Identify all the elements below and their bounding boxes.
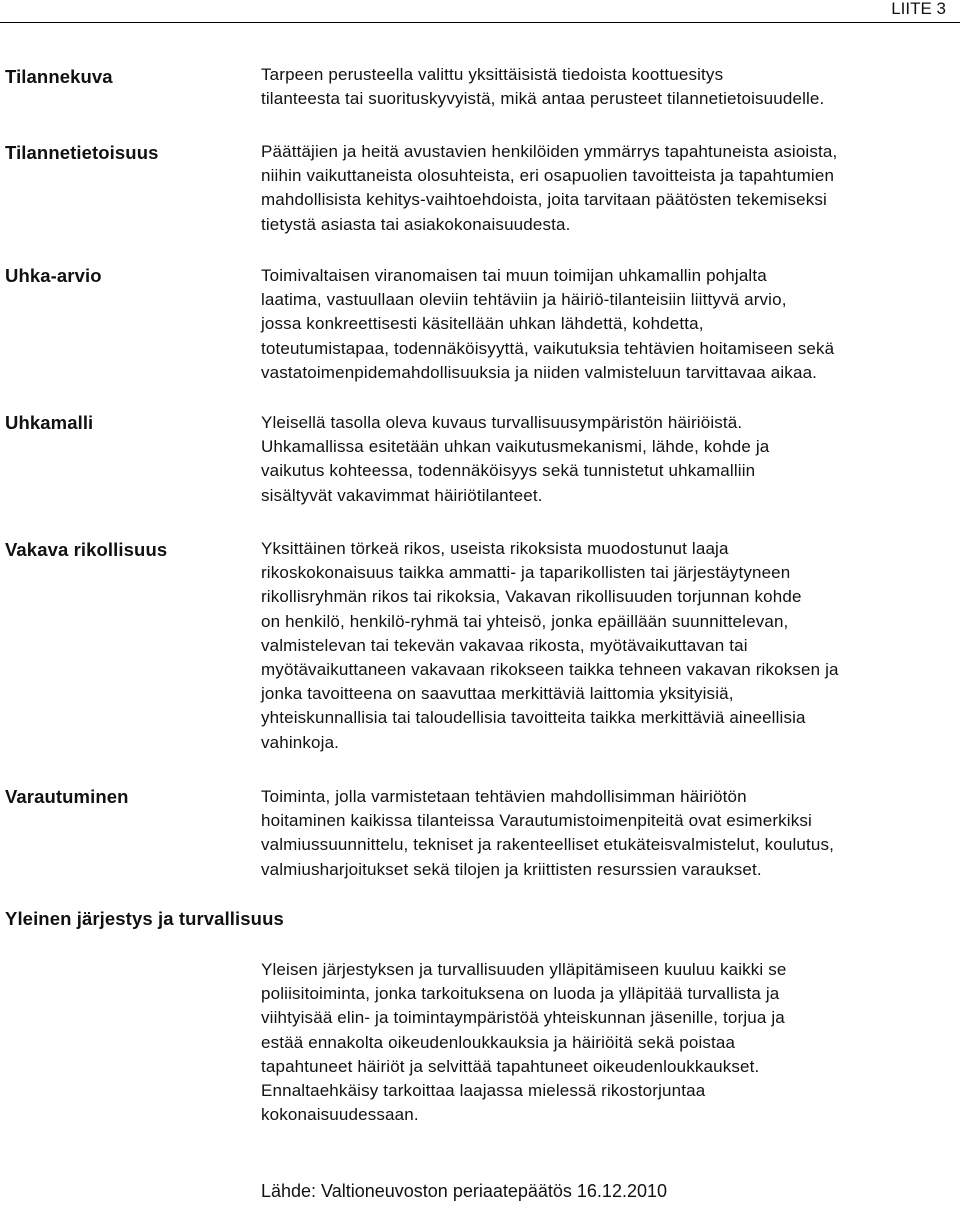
term-uhka-arvio: Uhka-arvio xyxy=(5,265,102,286)
definition-line: Yksittäinen törkeä rikos, useista rikoksista muodostunut laaja xyxy=(261,539,729,558)
definition-line: Tarpeen perusteella valittu yksittäisistä tiedoista koottuesitys xyxy=(261,65,724,84)
term-yleinen-jarjestys-ja-turvallisuus: Yleinen järjestys ja turvallisuus xyxy=(5,908,284,929)
definition-uhka-arvio xyxy=(261,264,956,385)
definition-tilannekuva xyxy=(261,63,956,111)
definition-uhkamalli xyxy=(261,411,956,508)
definition-line: Yleisen järjestyksen ja turvallisuuden ylläpitämiseen kuuluu kaikki se xyxy=(261,960,787,979)
appendix-label: LIITE 3 xyxy=(891,0,946,18)
definition-line: hoitaminen kaikissa tilanteissa Varautumistoimenpiteitä ovat esimerkiksi xyxy=(261,811,812,831)
definition-line: valmistelevan tai tekevän vakavaa rikosta, myötävaikuttavan tai xyxy=(261,635,748,655)
definition-line: estää ennakolta oikeudenloukkauksia ja häiriöitä sekä poistaa xyxy=(261,1032,736,1052)
definition-line: vahinkoja. xyxy=(261,732,340,752)
definition-line: tapahtuneet häiriöt ja selvittää tapahtuneet oikeudenloukkaukset. xyxy=(261,1056,760,1076)
definition-line: yhteiskunnallisia tai taloudellisia tavoitteita taikka merkittäviä aineellisia xyxy=(261,708,806,728)
source-note: Lähde: Valtioneuvoston periaatepäätös 16.12.2010 xyxy=(261,1181,667,1201)
term-tilannekuva: Tilannekuva xyxy=(5,66,113,87)
definition-line: tietystä asiasta tai asiakokonaisuudesta. xyxy=(261,214,571,234)
term-uhkamalli: Uhkamalli xyxy=(5,412,94,433)
definition-line: Uhkamallissa esitetään uhkan vaikutusmekanismi, lähde, kohde ja xyxy=(261,437,770,457)
definition-line: Toimivaltaisen viranomaisen tai muun toimijan uhkamallin pohjalta xyxy=(261,266,767,285)
term-varautuminen: Varautuminen xyxy=(5,786,129,807)
definition-line: laatima, vastuullaan oleviin tehtäviin ja häiriö-tilanteisiin liittyvä arvio, xyxy=(261,290,787,310)
definition-line: myötävaikuttaneen vakavaan rikokseen taikka tehneen vakavan rikoksen ja xyxy=(261,660,839,680)
definition-line: Yleisellä tasolla oleva kuvaus turvallisuusympäristön häiriöistä. xyxy=(261,413,743,432)
term-vakava-rikollisuus: Vakava rikollisuus xyxy=(5,539,168,560)
header-rule xyxy=(0,22,960,23)
definition-line: Toiminta, jolla varmistetaan tehtävien mahdollisimman häiriötön xyxy=(261,787,747,806)
definition-varautuminen xyxy=(261,785,956,882)
definition-line: rikoskokonaisuus taikka ammatti- ja taparikollisten tai järjestäytyneen xyxy=(261,563,791,583)
definition-line: jonka tavoitteena on saavuttaa merkittäviä laittomia yksityisiä, xyxy=(261,684,734,704)
definition-line: jossa konkreettisesti käsitellään uhkan lähdettä, kohdetta, xyxy=(261,314,704,334)
definition-line: vastatoimenpidemahdollisuuksia ja niiden valmisteluun tarvittavaa aikaa. xyxy=(261,362,818,382)
definition-line: toteutumistapaa, todennäköisyyttä, vaikutuksia tehtävien hoitamiseen sekä xyxy=(261,338,835,358)
definition-line: mahdollisista kehitys-vaihtoehdoista, joita tarvitaan päätösten tekemiseksi xyxy=(261,190,827,210)
definition-line: poliisitoiminta, jonka tarkoituksena on luoda ja ylläpitää turvallista ja xyxy=(261,984,780,1004)
definition-line: Ennaltaehkäisy tarkoittaa laajassa mielessä rikostorjuntaa xyxy=(261,1081,706,1101)
term-tilannetietoisuus: Tilannetietoisuus xyxy=(5,142,159,163)
definition-line: rikollisryhmän rikos tai rikoksia, Vakavan rikollisuuden torjunnan kohde xyxy=(261,587,802,607)
definition-line: niihin vaikuttaneista olosuhteista, eri osapuolien tavoitteista ja tapahtumien xyxy=(261,166,835,186)
definition-vakava-rikollisuus xyxy=(261,537,956,755)
definition-line: Päättäjien ja heitä avustavien henkilöiden ymmärrys tapahtuneista asioista, xyxy=(261,142,838,161)
definition-line: viihtyisää elin- ja toimintaympäristöä yhteiskunnan jäsenille, torjua ja xyxy=(261,1008,785,1028)
definition-tilannetietoisuus xyxy=(261,140,956,237)
definition-line: valmiusharjoitukset sekä tilojen ja kriittisten resurssien varaukset. xyxy=(261,859,762,879)
definition-line: valmiussuunnittelu, tekniset ja rakenteelliset etukäteisvalmistelut, koulutus, xyxy=(261,835,834,855)
definition-line: sisältyvät vakavimmat häiriötilanteet. xyxy=(261,485,543,505)
definition-line: kokonaisuudessaan. xyxy=(261,1105,419,1125)
definition-line: tilanteesta tai suorituskyvyistä, mikä antaa perusteet tilannetietoisuudelle. xyxy=(261,89,825,109)
definition-line: on henkilö, henkilö-ryhmä tai yhteisö, jonka epäillään suunnittelevan, xyxy=(261,611,789,631)
definition-line: vaikutus kohteessa, todennäköisyys sekä tunnistetut uhkamalliin xyxy=(261,461,756,481)
definition-yleinen-jarjestys-ja-turvallisuus xyxy=(261,958,956,1127)
